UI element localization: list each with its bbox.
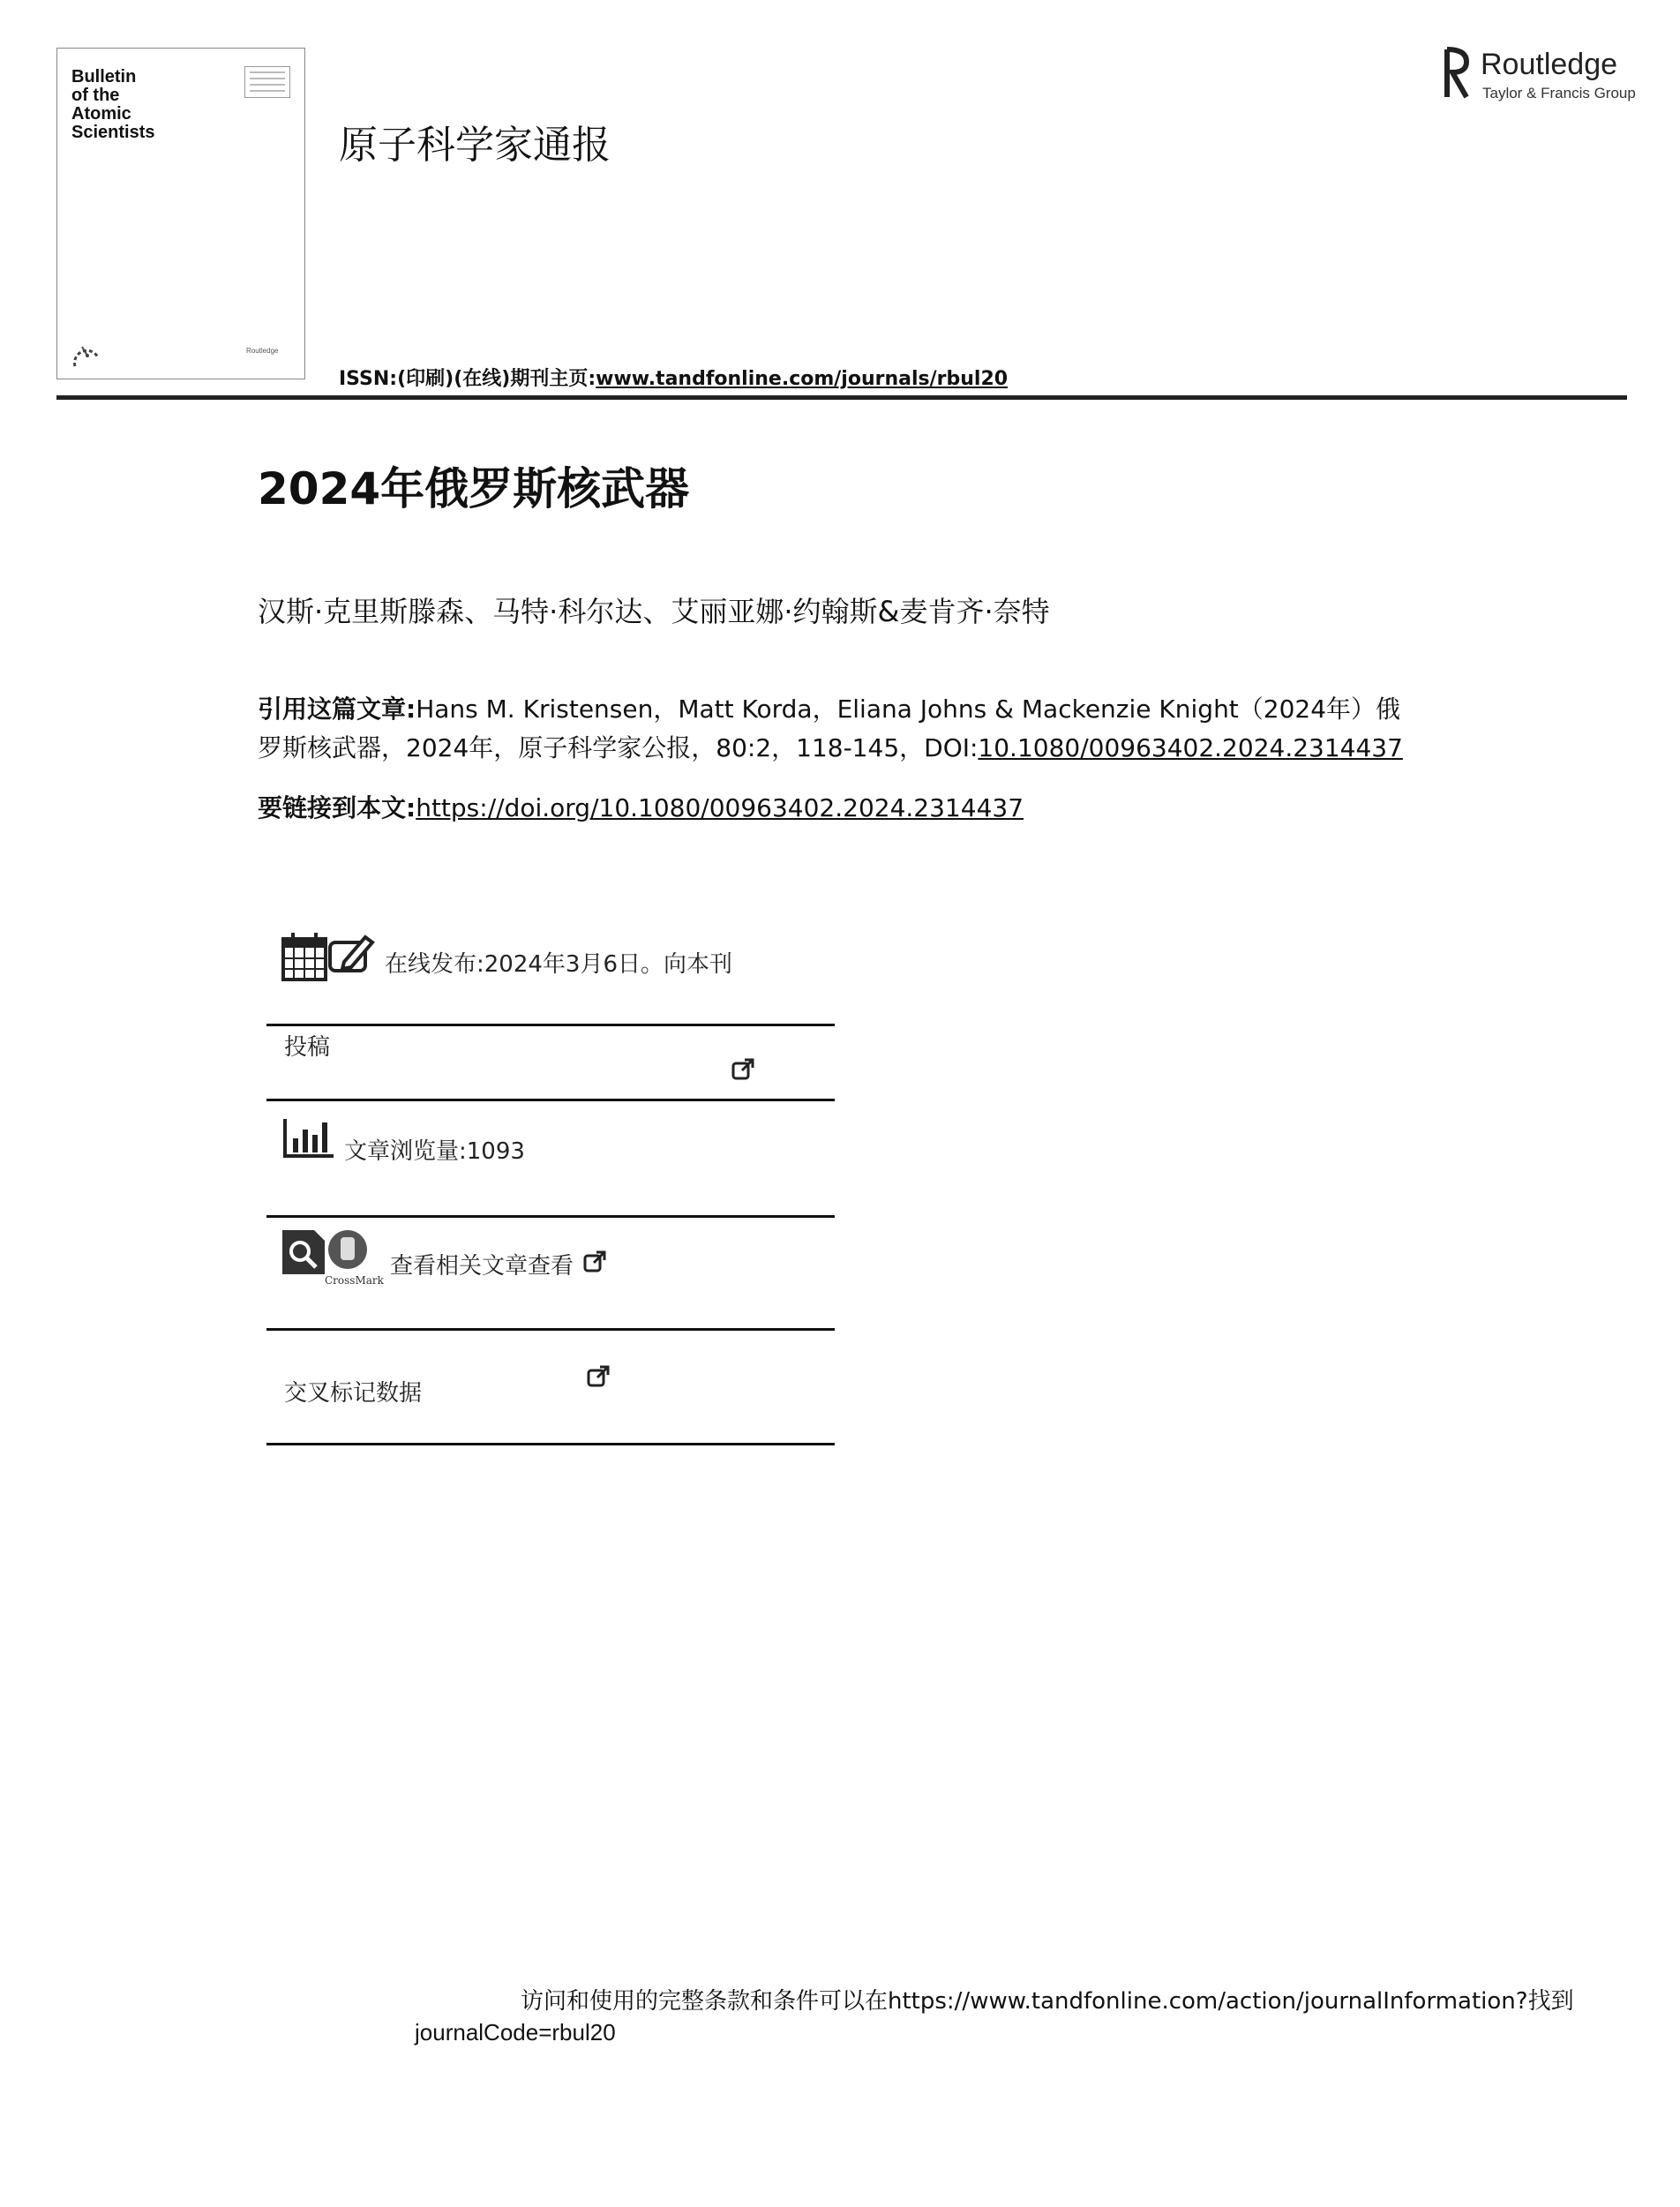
crossmark-data-link[interactable]: 交叉标记数据 [284, 1380, 423, 1407]
terms-footer-line-1: 访问和使用的完整条款和条件可以在https://www.tandfonline.com/action/journalInformation?找到 [521, 1988, 1574, 2015]
cover-publisher: Routledge [246, 347, 279, 355]
citation-line-1 [258, 690, 1431, 729]
header-divider [56, 395, 1627, 400]
doi-link[interactable]: 10.1080/00963402.2024.2314437 [978, 733, 1403, 762]
article-authors: 汉斯·克里斯滕森、马特·科尔达、艾丽亚娜·约翰斯&麦肯齐·奈特 [258, 595, 1050, 628]
article-title: 2024年俄罗斯核武器 [258, 463, 690, 514]
citation-line-2 [258, 729, 1431, 768]
bar-chart-icon [282, 1117, 335, 1160]
doomsday-clock-icon [71, 340, 101, 370]
info-divider [266, 1024, 835, 1026]
journal-title: 原子科学家通报 [339, 123, 611, 168]
cover-title-line: Bulletin [71, 67, 137, 86]
routledge-mark-icon [1428, 46, 1475, 102]
publisher-name: Routledge [1481, 48, 1618, 81]
calendar-edit-icon [281, 930, 378, 983]
external-link-icon[interactable] [582, 1250, 607, 1274]
published-date: 在线发布:2024年3月6日。向本刊 [385, 951, 733, 978]
journal-homepage-link[interactable]: www.tandfonline.com/journals/rbul20 [596, 368, 1009, 390]
related-articles-link[interactable]: 查看相关文章查看 [390, 1253, 574, 1280]
citation-label: 引用这篇文章: [258, 694, 416, 724]
publisher-subtitle: Taylor & Francis Group [1482, 85, 1636, 101]
cover-title [71, 68, 177, 142]
article-link-line [258, 789, 1024, 824]
info-divider [266, 1099, 835, 1101]
external-link-icon[interactable] [586, 1364, 611, 1389]
publisher-logo [1428, 44, 1639, 108]
citation-block [258, 690, 1431, 768]
article-url-link[interactable]: https://doi.org/10.1080/00963402.2024.2314437 [416, 793, 1024, 822]
info-divider [266, 1328, 835, 1331]
info-divider [266, 1443, 835, 1445]
citation-text-1: Hans M. Kristensen，Matt Korda，Eliana Johns & Mackenzie Knight（2024年）俄 [416, 694, 1401, 724]
external-link-icon[interactable] [731, 1057, 755, 1082]
article-views: 文章浏览量:1093 [344, 1138, 525, 1165]
link-label: 要链接到本文: [258, 793, 416, 822]
cover-issue-box [244, 66, 290, 98]
terms-footer-line-2: journalCode=rbul20 [415, 2019, 616, 2046]
crossmark-label: CrossMark [325, 1274, 384, 1287]
info-divider [266, 1215, 835, 1218]
cover-title-line: Atomic [71, 104, 131, 124]
citation-text-2: 罗斯核武器，2024年，原子科学家公报，80:2，118-145，DOI: [258, 733, 979, 762]
cover-title-line: of the [71, 86, 120, 105]
issn-label: ISSN:(印刷)(在线)期刊主页: [339, 368, 596, 390]
journal-cover-thumbnail [56, 48, 305, 379]
issn-line [339, 364, 1008, 391]
submit-link[interactable]: 投稿 [284, 1034, 331, 1061]
cover-title-line: Scientists [71, 123, 155, 142]
